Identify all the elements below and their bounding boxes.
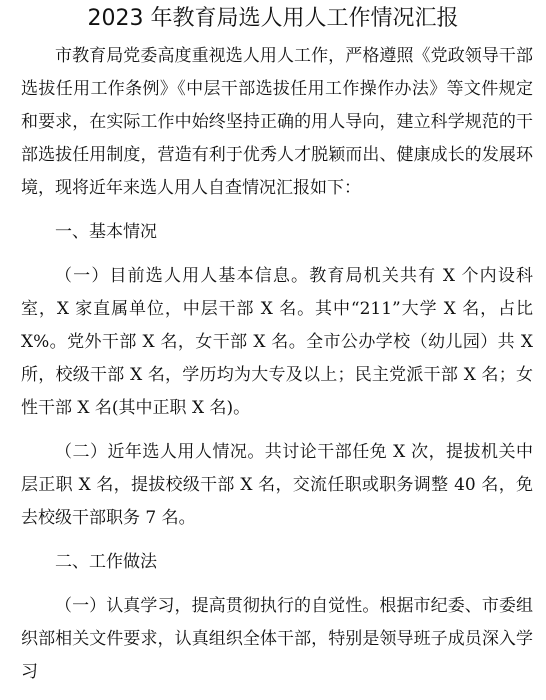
section-2-heading: 二、工作做法 <box>55 552 157 572</box>
document-body <box>21 40 533 700</box>
section-1-paragraph-2: （二）近年选人用人情况。共讨论干部任免 X 次，提拔机关中层正职 X 名，提拔校级干部 X 名，交流任职或职务调整 40 名，免去校级干部职务 7 名。 <box>21 442 533 528</box>
section-2-paragraph-1: （一）认真学习，提高贯彻执行的自觉性。根据市纪委、市委组织部相关文件要求，认真组织全体干部，特别是领导班子成员深入学习 <box>21 596 533 682</box>
section-1-heading: 一、基本情况 <box>55 222 157 242</box>
intro-paragraph: 市教育局党委高度重视选人用人工作，严格遵照《党政领导干部选拔任用工作条例》《中层干部选拔任用工作操作办法》等文件规定和要求，在实际工作中始终坚持正确的用人导向，建立科学规范的干部选拔任用制度，营造有利于优秀人才脱颖而出、健康成长的发展环境，现将近年来选人用人自查情况汇报如下： <box>21 46 533 198</box>
section-1-paragraph-1: （一）目前选人用人基本信息。教育局机关共有 X 个内设科室，X 家直属单位，中层干部 X 名。其中“211”大学 X 名，占比 X%。党外干部 X 名，女干部 X 名。全市公办学校（幼儿园）共 X 所，校级干部 X 名，学历均为大专及以上；民主党派干部 X 名；女性干部 X 名(其中正职 X 名)。 <box>21 266 533 418</box>
document-title: 2023 年教育局选人用人工作情况汇报 <box>87 6 459 31</box>
